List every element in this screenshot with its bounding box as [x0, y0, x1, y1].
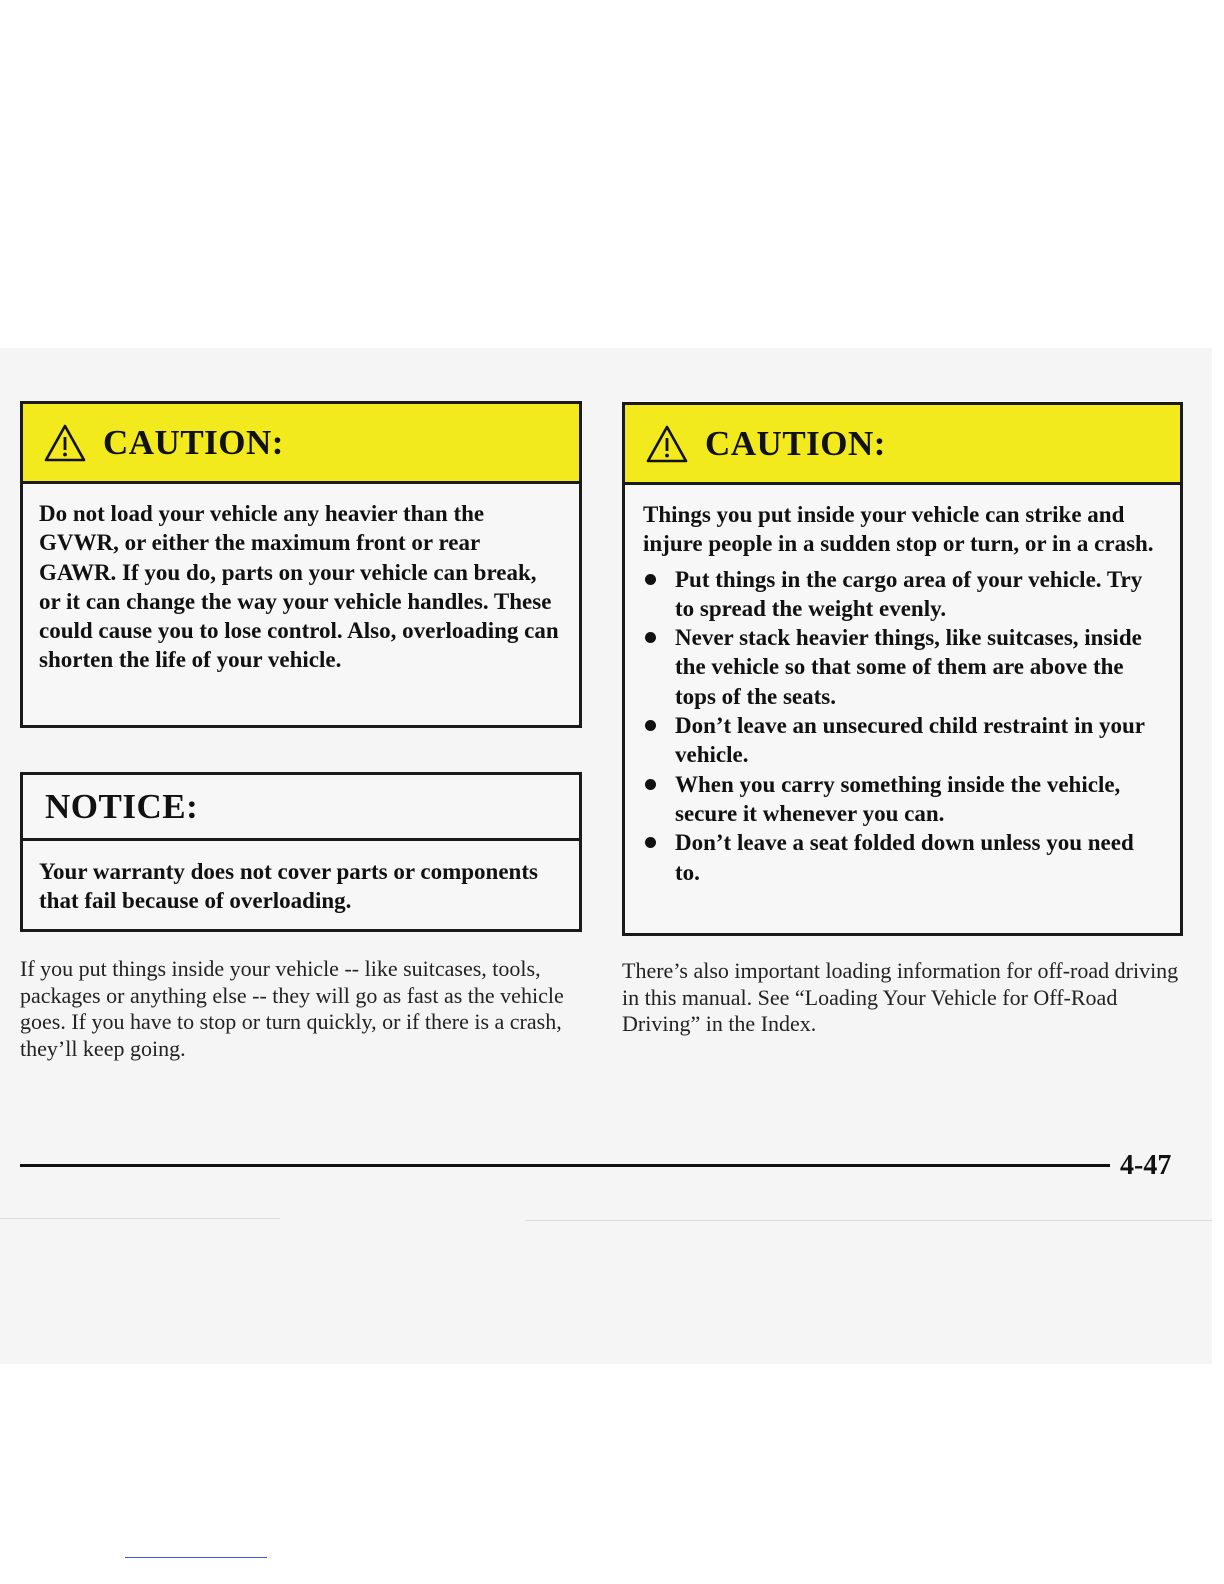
bullet-text: Put things in the cargo area of your vehicle. Try to spread the weight evenly.: [675, 566, 1143, 621]
notice-box: [20, 772, 582, 932]
bullet-text: Never stack heavier things, like suitcases, inside the vehicle so that some of them are above the tops of the seats.: [675, 625, 1142, 709]
bullet-icon: [645, 720, 656, 731]
warning-triangle-icon: [645, 424, 689, 464]
bullet-text: When you carry something inside the vehicle, secure it whenever you can.: [675, 771, 1121, 826]
caution-box-right: [622, 402, 1183, 936]
paragraph-left: If you put things inside your vehicle -- like suitcases, tools, packages or anything else -- they will go as fast as the vehicle goes. If you have to stop or turn quickly, or if there is a crash, they’ll keep going.: [20, 956, 564, 1061]
notice-title: NOTICE:: [45, 786, 199, 826]
footer-rule: [20, 1164, 1110, 1167]
bullet-item: [643, 828, 1160, 887]
bullet-icon: [645, 837, 656, 848]
caution-body-right: [625, 485, 1180, 887]
notice-header: [23, 775, 579, 841]
warning-triangle-icon: [43, 423, 87, 463]
scan-artifact-line: [525, 1220, 1212, 1221]
bullet-item: [643, 711, 1160, 770]
link-underline: [125, 1557, 267, 1558]
caution-header-right: [625, 405, 1180, 485]
bullet-icon: [645, 632, 656, 643]
bullet-item: [643, 565, 1160, 624]
caution-box-left: [20, 401, 582, 728]
bullet-item: [643, 623, 1160, 711]
scan-artifact-line: [0, 1218, 280, 1219]
caution-header-left: [23, 404, 579, 484]
caution-title-right: CAUTION:: [705, 423, 886, 463]
caution-title-left: CAUTION:: [103, 422, 284, 462]
bullet-item: [643, 770, 1160, 829]
caution-intro-right: Things you put inside your vehicle can strike and injure people in a sudden stop or turn, or in a crash.: [643, 502, 1154, 557]
bullet-icon: [645, 574, 656, 585]
caution-text-left: Do not load your vehicle any heavier than the GVWR, or either the maximum front or rear GAWR. If you do, parts on your vehicle can break, or it can change the way your vehicle handles. These could cause you to lose control. Also, overloading can shorten the life of your vehicle.: [39, 501, 559, 673]
notice-text: Your warranty does not cover parts or components that fail because of overloading.: [39, 859, 538, 914]
page-number: 4-47: [1120, 1150, 1172, 1181]
bullet-text: Don’t leave an unsecured child restraint in your vehicle.: [675, 713, 1145, 768]
bullet-icon: [645, 779, 656, 790]
bullet-text: Don’t leave a seat folded down unless you need to.: [675, 830, 1134, 885]
caution-bullet-list: [643, 565, 1160, 887]
paragraph-right: There’s also important loading information for off-road driving in this manual. See “Loading Your Vehicle for Off-Road Driving” in the Index.: [622, 958, 1179, 1036]
